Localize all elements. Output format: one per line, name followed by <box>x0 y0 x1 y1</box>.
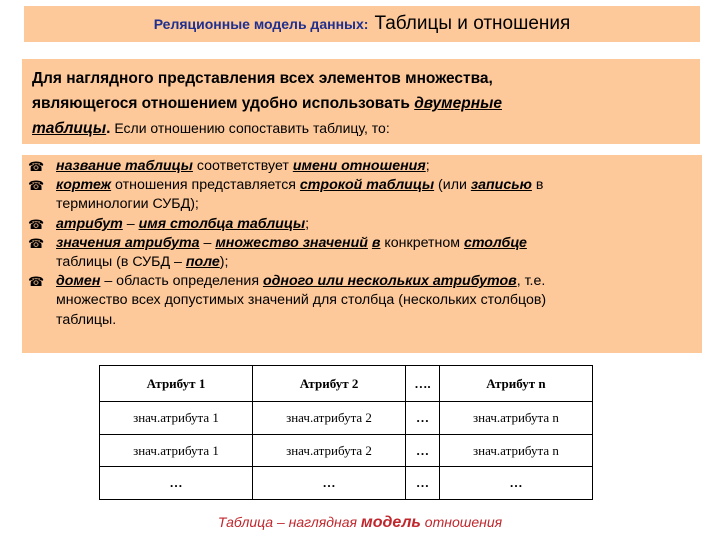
table-cell: знач.атрибута n <box>439 434 592 467</box>
table-cell: … <box>406 467 440 500</box>
phone-icon: ☎ <box>28 216 45 232</box>
table-cell: знач.атрибута 2 <box>253 434 406 467</box>
list-item: ☎ название таблицы соответствует имени отношения; <box>28 157 696 176</box>
list-item: ☎ кортеж отношения представляется строкой таблицы (или записью в терминологии СУБД); <box>28 177 544 213</box>
table-cell: знач.атрибута 1 <box>100 402 253 435</box>
phone-icon: ☎ <box>28 178 45 194</box>
relation-table <box>99 365 593 500</box>
table-cell: знач.атрибута 2 <box>253 402 406 435</box>
phone-icon: ☎ <box>28 159 45 174</box>
table-row <box>100 467 593 500</box>
table-cell: знач.атрибута 1 <box>100 434 253 467</box>
header-cell: Атрибут 2 <box>253 366 406 402</box>
header-cell: …. <box>406 366 440 402</box>
table-cell: … <box>406 402 440 435</box>
list-item: ☎ домен – область определения одного или нескольких атрибутов, т.е. множество всех допустимых значений для столбца (нескольких столбцов) таблицы. <box>28 273 547 328</box>
table-header-row <box>100 366 593 402</box>
table-cell: … <box>406 434 440 467</box>
title-banner <box>24 6 700 42</box>
table-caption: Таблица – наглядная модель отношения <box>217 514 503 531</box>
list-item: ☎ атрибут – имя столбца таблицы; <box>28 215 696 234</box>
table-cell: знач.атрибута n <box>439 402 592 435</box>
phone-icon: ☎ <box>28 274 45 290</box>
table-cell: … <box>439 467 592 500</box>
title-prefix: Реляционные модель данных: <box>153 16 369 32</box>
intro-line-3: таблицы. Если отношению сопоставить таблицу, то: <box>32 120 390 137</box>
header-cell: Атрибут 1 <box>100 366 253 402</box>
table-row <box>100 402 593 435</box>
intro-line-1: Для наглядного представления всех элементов множества, <box>32 70 493 87</box>
intro-line-2: являющегося отношением удобно использовать двумерные <box>32 95 502 112</box>
table-cell: … <box>100 467 253 500</box>
intro-box <box>22 59 700 144</box>
header-cell: Атрибут n <box>439 366 592 402</box>
phone-icon: ☎ <box>28 235 45 251</box>
table-row <box>100 434 593 467</box>
table-cell: … <box>253 467 406 500</box>
page-title: Таблицы и отношения <box>374 13 571 34</box>
list-item: ☎ значения атрибута – множество значений в конкретном столбце таблицы (в СУБД – поле); <box>28 234 527 271</box>
definitions-list <box>22 155 702 353</box>
